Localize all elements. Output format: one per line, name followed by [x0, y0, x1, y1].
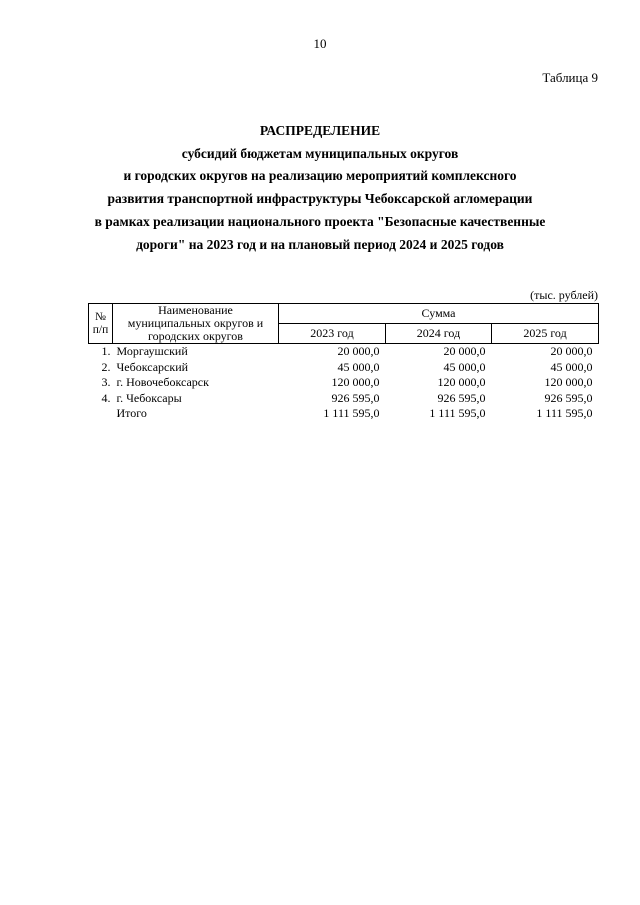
row-number: 1. — [101, 344, 111, 358]
row-name: г. Новочебоксарск — [116, 375, 209, 389]
table-row — [89, 360, 599, 376]
title-line: и городских округов на реализацию мероприятий комплексного — [123, 168, 517, 184]
row-value-2025: 45 000,0 — [550, 359, 593, 374]
row-name: Чебоксарский — [116, 359, 189, 374]
row-value-2024: 120 000,0 — [437, 375, 486, 389]
header-year-2024: 2024 год — [386, 324, 492, 344]
total-label: Итого — [116, 406, 147, 420]
units-label: (тыс. рублей) — [530, 288, 598, 302]
row-number: 4. — [101, 390, 111, 405]
row-value-2024: 20 000,0 — [443, 344, 486, 358]
row-value-2023: 926 595,0 — [331, 390, 380, 405]
row-value-2024: 45 000,0 — [443, 359, 486, 374]
row-value-2023: 45 000,0 — [337, 359, 380, 374]
document-title — [0, 120, 640, 256]
row-value-2025: 120 000,0 — [544, 375, 593, 389]
page-number: 10 — [313, 36, 327, 51]
row-name: г. Чебоксары — [116, 390, 182, 405]
row-value-2024: 926 595,0 — [437, 390, 486, 405]
title-line: РАСПРЕДЕЛЕНИЕ — [259, 123, 381, 138]
title-line: в рамках реализации национального проекта "Безопасные качественные — [94, 213, 546, 229]
title-line: субсидий бюджетам муниципальных округов — [181, 145, 459, 161]
subsidy-table — [88, 303, 599, 422]
table-row — [89, 391, 599, 407]
row-value-2023: 120 000,0 — [331, 375, 380, 389]
total-value-2023: 1 111 595,0 — [323, 406, 380, 420]
row-number: 3. — [101, 375, 111, 389]
total-row — [89, 406, 599, 422]
row-name: Моргаушский — [116, 344, 188, 358]
table-row — [89, 375, 599, 391]
row-value-2023: 20 000,0 — [337, 344, 380, 358]
row-value-2025: 926 595,0 — [544, 390, 593, 405]
title-line: развития транспортной инфраструктуры Чебоксарской агломерации — [107, 191, 533, 207]
title-line: дороги" на 2023 год и на плановый период 2024 и 2025 годов — [136, 236, 504, 252]
table-row — [89, 344, 599, 360]
total-value-2024: 1 111 595,0 — [429, 406, 486, 420]
row-number: 2. — [101, 359, 111, 374]
row-value-2025: 20 000,0 — [550, 344, 593, 358]
total-value-2025: 1 111 595,0 — [536, 406, 593, 420]
header-year-2023: 2023 год — [279, 324, 386, 344]
table-label: Таблица 9 — [542, 70, 598, 85]
header-sum: Сумма — [279, 304, 599, 324]
header-year-2025: 2025 год — [492, 324, 599, 344]
header-num: № п/п — [89, 304, 113, 344]
header-name: Наименование муниципальных округов и городских округов — [113, 304, 279, 344]
